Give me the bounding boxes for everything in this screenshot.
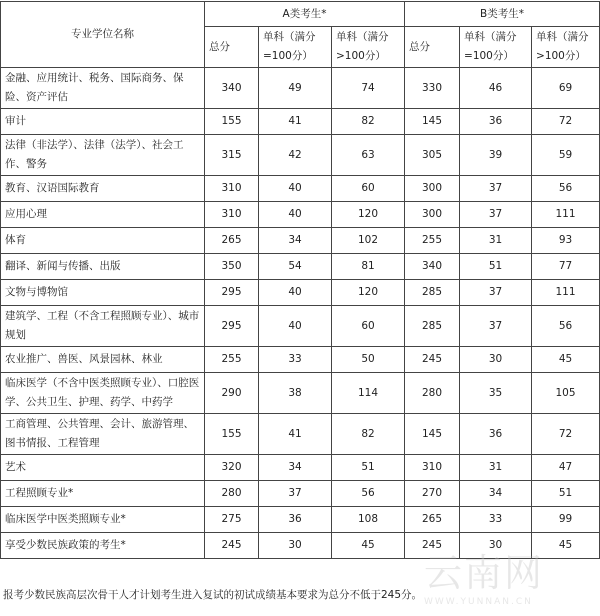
header-group-b: B类考生* — [405, 2, 600, 27]
score-a-total-cell: 315 — [205, 135, 259, 176]
score-a-single-100-cell: 41 — [259, 414, 332, 455]
score-a-single-over100-cell: 108 — [332, 507, 405, 533]
table-row — [1, 109, 600, 135]
table-row — [1, 414, 600, 455]
header-a-total: 总分 — [205, 27, 259, 68]
table-row — [1, 228, 600, 254]
score-a-single-100-cell: 30 — [259, 533, 332, 559]
score-b-total-cell: 270 — [405, 481, 460, 507]
major-name-cell: 建筑学、工程（不含工程照顾专业）、城市规划 — [1, 306, 205, 347]
score-a-single-over100-cell: 50 — [332, 347, 405, 373]
score-b-total-cell: 245 — [405, 347, 460, 373]
score-a-single-100-cell: 34 — [259, 228, 332, 254]
score-b-total-cell: 300 — [405, 176, 460, 202]
score-a-total-cell: 155 — [205, 109, 259, 135]
watermark-logo-text: 云南网 — [424, 551, 545, 595]
score-a-total-cell: 295 — [205, 306, 259, 347]
score-b-single-over100-cell: 111 — [532, 202, 600, 228]
major-name-cell: 工程照顾专业* — [1, 481, 205, 507]
score-b-single-100-cell: 37 — [460, 306, 532, 347]
score-b-single-100-cell: 36 — [460, 414, 532, 455]
major-name-cell: 艺术 — [1, 455, 205, 481]
score-b-total-cell: 300 — [405, 202, 460, 228]
score-b-single-over100-cell: 99 — [532, 507, 600, 533]
table-row — [1, 373, 600, 414]
score-a-single-100-cell: 40 — [259, 176, 332, 202]
score-b-single-100-cell: 34 — [460, 481, 532, 507]
score-a-total-cell: 350 — [205, 254, 259, 280]
score-a-single-over100-cell: 82 — [332, 414, 405, 455]
header-major-name: 专业学位名称 — [1, 2, 205, 68]
score-a-single-100-cell: 37 — [259, 481, 332, 507]
score-b-total-cell: 145 — [405, 109, 460, 135]
major-name-cell: 享受少数民族政策的考生* — [1, 533, 205, 559]
score-table — [0, 1, 600, 559]
major-name-cell: 文物与博物馆 — [1, 280, 205, 306]
score-b-single-100-cell: 30 — [460, 533, 532, 559]
score-a-single-over100-cell: 82 — [332, 109, 405, 135]
score-a-total-cell: 310 — [205, 176, 259, 202]
score-a-single-over100-cell: 120 — [332, 202, 405, 228]
major-name-cell: 工商管理、公共管理、会计、旅游管理、图书情报、工程管理 — [1, 414, 205, 455]
score-a-single-100-cell: 54 — [259, 254, 332, 280]
score-a-single-over100-cell: 51 — [332, 455, 405, 481]
table-row — [1, 533, 600, 559]
score-a-single-100-cell: 34 — [259, 455, 332, 481]
score-b-total-cell: 145 — [405, 414, 460, 455]
score-b-single-over100-cell: 93 — [532, 228, 600, 254]
score-a-total-cell: 340 — [205, 68, 259, 109]
major-name-cell: 农业推广、兽医、风景园林、林业 — [1, 347, 205, 373]
score-a-total-cell: 320 — [205, 455, 259, 481]
watermark-url: WWW.YUNNAN.CN — [424, 597, 533, 607]
score-b-single-100-cell: 31 — [460, 455, 532, 481]
score-a-single-100-cell: 41 — [259, 109, 332, 135]
table-row — [1, 176, 600, 202]
score-b-single-100-cell: 30 — [460, 347, 532, 373]
table-row — [1, 455, 600, 481]
score-a-total-cell: 310 — [205, 202, 259, 228]
score-b-single-over100-cell: 77 — [532, 254, 600, 280]
score-b-total-cell: 265 — [405, 507, 460, 533]
footnote: 报考少数民族高层次骨干人才计划考生进入复试的初试成绩基本要求为总分不低于245分。 — [3, 589, 423, 601]
score-a-total-cell: 280 — [205, 481, 259, 507]
score-a-single-over100-cell: 114 — [332, 373, 405, 414]
score-b-single-100-cell: 37 — [460, 280, 532, 306]
major-name-cell: 翻译、新闻与传播、出版 — [1, 254, 205, 280]
score-b-single-100-cell: 37 — [460, 176, 532, 202]
score-a-single-over100-cell: 60 — [332, 306, 405, 347]
score-a-single-over100-cell: 56 — [332, 481, 405, 507]
header-b-single-100: 单科（满分=100分） — [460, 27, 532, 68]
score-b-total-cell: 310 — [405, 455, 460, 481]
score-a-single-over100-cell: 45 — [332, 533, 405, 559]
score-b-single-over100-cell: 45 — [532, 347, 600, 373]
score-a-single-100-cell: 36 — [259, 507, 332, 533]
header-group-a: A类考生* — [205, 2, 405, 27]
score-a-total-cell: 265 — [205, 228, 259, 254]
score-a-single-100-cell: 49 — [259, 68, 332, 109]
score-b-single-over100-cell: 105 — [532, 373, 600, 414]
score-a-single-over100-cell: 74 — [332, 68, 405, 109]
score-b-single-100-cell: 46 — [460, 68, 532, 109]
table-row — [1, 306, 600, 347]
score-b-single-100-cell: 35 — [460, 373, 532, 414]
header-b-single-over100: 单科（满分>100分） — [532, 27, 600, 68]
score-b-single-100-cell: 36 — [460, 109, 532, 135]
score-b-total-cell: 285 — [405, 306, 460, 347]
score-a-single-100-cell: 42 — [259, 135, 332, 176]
score-b-total-cell: 255 — [405, 228, 460, 254]
score-b-single-over100-cell: 51 — [532, 481, 600, 507]
table-row — [1, 68, 600, 109]
score-a-single-over100-cell: 63 — [332, 135, 405, 176]
score-a-total-cell: 155 — [205, 414, 259, 455]
score-b-single-over100-cell: 72 — [532, 414, 600, 455]
score-b-total-cell: 245 — [405, 533, 460, 559]
table-row — [1, 347, 600, 373]
major-name-cell: 金融、应用统计、税务、国际商务、保险、资产评估 — [1, 68, 205, 109]
table-row — [1, 135, 600, 176]
score-a-total-cell: 295 — [205, 280, 259, 306]
major-name-cell: 临床医学中医类照顾专业* — [1, 507, 205, 533]
table-row — [1, 202, 600, 228]
table-row — [1, 481, 600, 507]
table-row — [1, 280, 600, 306]
table-row — [1, 507, 600, 533]
score-a-single-over100-cell: 60 — [332, 176, 405, 202]
score-b-single-over100-cell: 45 — [532, 533, 600, 559]
score-b-single-over100-cell: 69 — [532, 68, 600, 109]
score-a-single-100-cell: 38 — [259, 373, 332, 414]
score-b-single-100-cell: 33 — [460, 507, 532, 533]
score-b-single-over100-cell: 72 — [532, 109, 600, 135]
score-b-single-over100-cell: 47 — [532, 455, 600, 481]
major-name-cell: 教育、汉语国际教育 — [1, 176, 205, 202]
score-b-single-100-cell: 37 — [460, 202, 532, 228]
score-a-single-over100-cell: 102 — [332, 228, 405, 254]
score-a-total-cell: 290 — [205, 373, 259, 414]
major-name-cell: 法律（非法学）、法律（法学）、社会工作、警务 — [1, 135, 205, 176]
table-row — [1, 254, 600, 280]
score-b-single-100-cell: 39 — [460, 135, 532, 176]
score-a-total-cell: 275 — [205, 507, 259, 533]
score-b-single-100-cell: 31 — [460, 228, 532, 254]
header-b-total: 总分 — [405, 27, 460, 68]
major-name-cell: 临床医学（不含中医类照顾专业）、口腔医学、公共卫生、护理、药学、中药学 — [1, 373, 205, 414]
score-a-total-cell: 255 — [205, 347, 259, 373]
header-a-single-100: 单科（满分=100分） — [259, 27, 332, 68]
score-b-total-cell: 340 — [405, 254, 460, 280]
score-a-single-over100-cell: 120 — [332, 280, 405, 306]
score-a-single-100-cell: 33 — [259, 347, 332, 373]
score-b-total-cell: 285 — [405, 280, 460, 306]
score-b-single-over100-cell: 59 — [532, 135, 600, 176]
table-body — [1, 68, 600, 559]
header-a-single-over100: 单科（满分>100分） — [332, 27, 405, 68]
score-b-single-over100-cell: 56 — [532, 306, 600, 347]
major-name-cell: 审计 — [1, 109, 205, 135]
score-a-total-cell: 245 — [205, 533, 259, 559]
score-b-single-over100-cell: 56 — [532, 176, 600, 202]
score-a-single-100-cell: 40 — [259, 202, 332, 228]
score-a-single-100-cell: 40 — [259, 306, 332, 347]
score-b-single-over100-cell: 111 — [532, 280, 600, 306]
major-name-cell: 体育 — [1, 228, 205, 254]
score-a-single-100-cell: 40 — [259, 280, 332, 306]
major-name-cell: 应用心理 — [1, 202, 205, 228]
score-a-single-over100-cell: 81 — [332, 254, 405, 280]
score-b-total-cell: 330 — [405, 68, 460, 109]
score-b-single-100-cell: 51 — [460, 254, 532, 280]
score-b-total-cell: 280 — [405, 373, 460, 414]
score-b-total-cell: 305 — [405, 135, 460, 176]
